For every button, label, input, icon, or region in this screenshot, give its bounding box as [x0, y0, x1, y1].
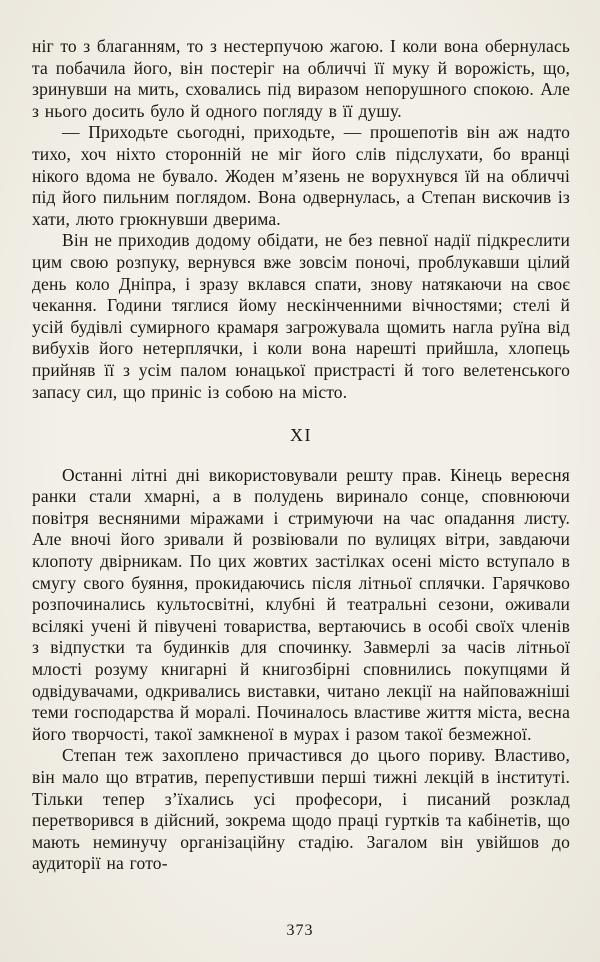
chapter-heading: XI [290, 425, 312, 446]
paragraph: — Приходьте сьогодні, приходьте, — прошепотів він аж надто тихо, хоч ніхто сторонній не міг його слів підслухати, бо вранці нікого вдома не бувало. Жоден м’язень не ворухнувся їй на обличчі під його пильним поглядом. Вона одвернулась, а Степан вискочив із хати, люто грюкнувши дверима. [32, 122, 570, 229]
paragraph: Останні літні дні використовували решту прав. Кінець вересня ранки стали хмарні, а в полудень виринало сонце, сповнюючи повітря весняними міражами і стримуючи на час опадання листу. Але вночі його зривали й розвіювали по вулицях вітри, завдаючи клопоту двірникам. По цих жовтих застілках осені місто вступало в смугу свого буяння, прокидаючись після літньої сплячки. Гарячково розпочинались культосвітні, клубні й театральні сезони, оживали всілякі учені й півучені товариства, вертаючись в особі своїх членів з відпустки та будинків для спочинку. Завмерлі за часів літньої млості розуму книгарні й книгозбірні сповнились покупцями й одвідувачами, одкривались виставки, читано лекції на найповажніші теми господарства й моралі. Починалось властиве життя міста, весна його творчості, такої замкненої в мурах і разом такої безмежної. [32, 464, 570, 744]
page-number: 373 [286, 922, 314, 940]
paragraph: ніг то з благанням, то з нестерпучою жагою. І коли вона обернулась та побачила його, він постеріг на обличчі її муку й ворожість, що, зринувши на мить, сховались під виразом непорушного спокою. Але з нього досить було й одного погляду в її душу. [32, 36, 570, 121]
paragraph: Степан теж захоплено причастився до цього пориву. Властиво, він мало що втратив, перепустивши перші тижні лекцій в інституті. Тільки тепер з’їхались усі професори, і писаний розклад перетворився в дійсний, зокрема щодо праці гуртків та кабінетів, що мають неминучу організаційну стадію. Загалом він увійшов до аудиторії на гото- [32, 745, 570, 874]
paragraph: Він не приходив додому обідати, не без певної надії підкреслити цим свою розпуку, вернувся вже зовсім поночі, проблукавши цілий день коло Дніпра, і зразу вклався спати, знову натякаючи на своє чекання. Години тяглися йому нескінченними вічностями; стелі й усій будівлі сумирного крамаря загрожувала щомить нагла руїна від вибухів його нетерплячки, і коли вона нарешті прийшла, хлопець прийняв її з усім палом юнацької пристрасті й того велетенського запасу сил, що приніс із собою на місто. [32, 230, 570, 402]
